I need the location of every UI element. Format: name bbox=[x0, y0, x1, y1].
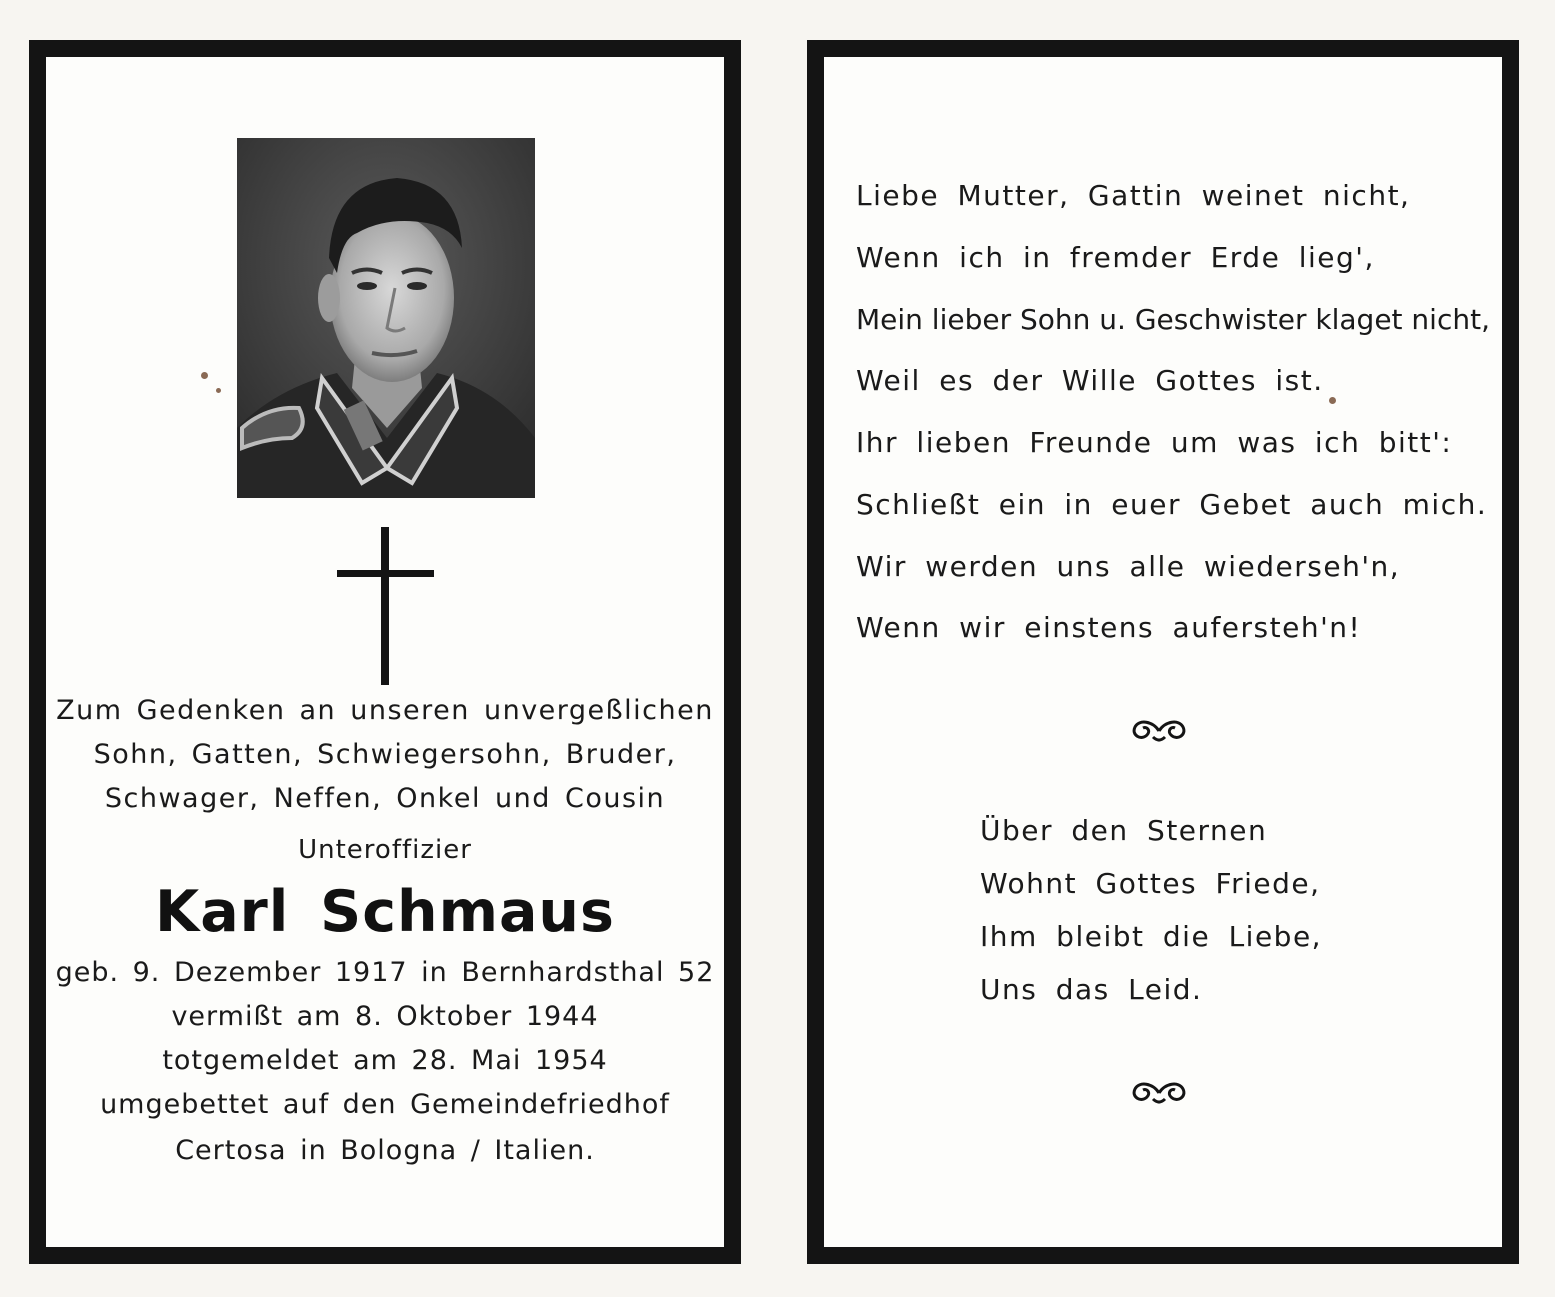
stanza-line-3: Ihm bleibt die Liebe, bbox=[980, 920, 1323, 953]
military-rank: Unteroffizier bbox=[298, 835, 472, 865]
stanza-line-1: Über den Sternen bbox=[980, 814, 1268, 847]
dedication-line-2: Sohn, Gatten, Schwiegersohn, Bruder, bbox=[93, 739, 677, 770]
memorial-card-back bbox=[807, 40, 1519, 1264]
poem-line-2: Wenn ich in fremder Erde lieg', bbox=[856, 241, 1375, 274]
paper-stain bbox=[201, 372, 208, 379]
paper-stain bbox=[216, 388, 221, 393]
poem-line-3: Mein lieber Sohn u. Geschwister klaget nicht, bbox=[856, 303, 1490, 336]
poem-line-7: Wir werden uns alle wiederseh'n, bbox=[856, 550, 1401, 583]
birth-info: geb. 9. Dezember 1917 in Bernhardsthal 52 bbox=[55, 957, 715, 988]
soldier-portrait-photo bbox=[237, 138, 535, 498]
death-declared-info: totgemeldet am 28. Mai 1954 bbox=[162, 1045, 608, 1076]
dedication-line-1: Zum Gedenken an unseren unvergeßlichen bbox=[56, 695, 714, 726]
memorial-card-front bbox=[29, 40, 741, 1264]
poem-line-1: Liebe Mutter, Gattin weinet nicht, bbox=[856, 179, 1411, 212]
reburial-info: umgebettet auf den Gemeindefriedhof bbox=[100, 1089, 670, 1120]
cross-vertical-bar bbox=[381, 527, 389, 685]
poem-line-6: Schließt ein in euer Gebet auch mich. bbox=[856, 488, 1488, 521]
cemetery-location: Certosa in Bologna / Italien. bbox=[175, 1135, 595, 1166]
cross-horizontal-bar bbox=[337, 570, 434, 577]
poem-line-5: Ihr lieben Freunde um was ich bitt': bbox=[856, 426, 1453, 459]
poem-line-8: Wenn wir einstens aufersteh'n! bbox=[856, 611, 1362, 644]
stanza-line-2: Wohnt Gottes Friede, bbox=[980, 867, 1321, 900]
ornament-icon-bottom bbox=[1129, 1079, 1189, 1107]
paper-stain bbox=[1329, 397, 1336, 404]
portrait-illustration bbox=[237, 138, 535, 498]
missing-info: vermißt am 8. Oktober 1944 bbox=[171, 1001, 599, 1032]
stanza-line-4: Uns das Leid. bbox=[980, 973, 1203, 1006]
memorial-cross-icon bbox=[337, 527, 434, 685]
deceased-name: Karl Schmaus bbox=[155, 879, 615, 945]
poem-line-4: Weil es der Wille Gottes ist. bbox=[856, 364, 1324, 397]
dedication-line-3: Schwager, Neffen, Onkel und Cousin bbox=[104, 783, 666, 814]
ornament-icon-top bbox=[1129, 717, 1189, 745]
